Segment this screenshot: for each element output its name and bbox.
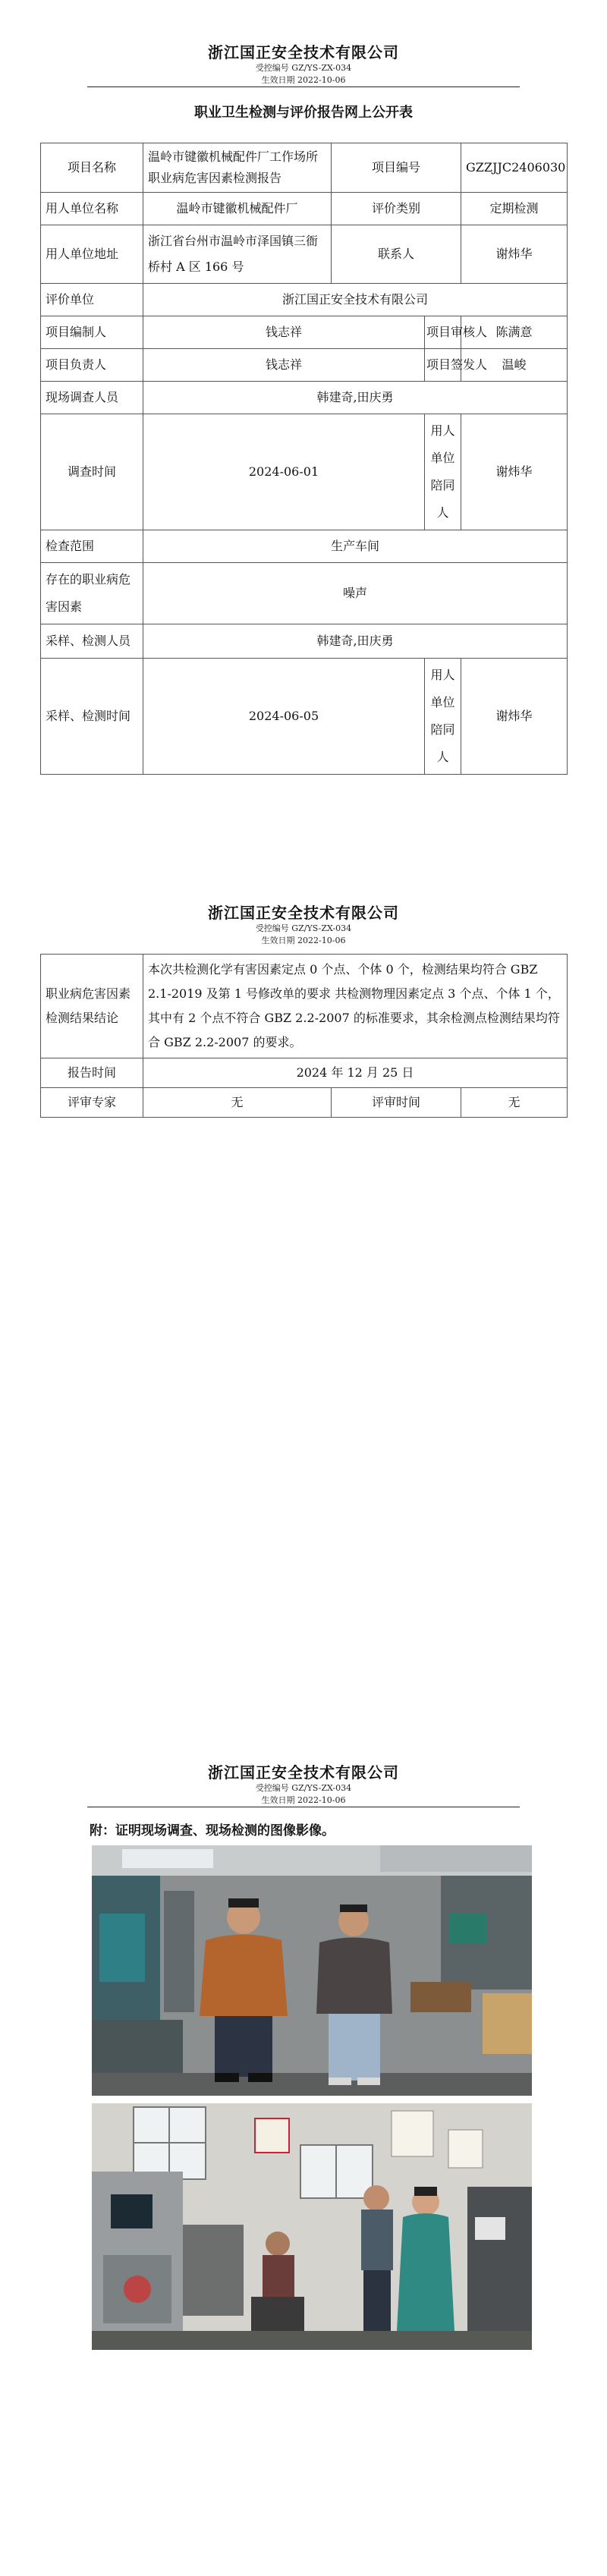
accompany-label: 用人单位陪同人 (425, 414, 461, 530)
conclusion-label: 职业病危害因素检测结果结论 (41, 955, 143, 1058)
effective-date: 生效日期 2022-10-06 (261, 1795, 346, 1805)
report-time-value: 2024 年 12 月 25 日 (143, 1058, 568, 1088)
leader-label: 项目负责人 (41, 349, 143, 382)
conclusion-value: 本次共检测化学有害因素定点 0 个点、个体 0 个，检测结果均符合 GBZ 2.1-2019 及第 1 号修改单的要求 共检测物理因素定点 3 个点、个体 1 个，其中有 2 个点不符合 GBZ 2.2-2007 的标准要求，其余检测点检测结果均符合 GBZ 2.2-2007 的要求。 (143, 955, 568, 1058)
project-name-value: 温岭市键徽机械配件厂工作场所职业病危害因素检测报告 (143, 143, 332, 193)
review-time-label: 评审时间 (332, 1088, 461, 1118)
header-rule (87, 86, 520, 87)
address-label: 用人单位地址 (41, 225, 143, 284)
issuer-value: 温峻 (461, 349, 568, 382)
investigators-label: 现场调查人员 (41, 382, 143, 414)
auditor-value: 陈满意 (461, 316, 568, 349)
sample-time-value: 2024-06-05 (143, 659, 425, 775)
table-row (41, 143, 568, 193)
page2-header (0, 903, 607, 947)
eval-unit-label: 评价单位 (41, 284, 143, 316)
survey-time-label: 调查时间 (41, 414, 143, 530)
investigators-value: 韩建奇,田庆勇 (143, 382, 568, 414)
samplers-value: 韩建奇,田庆勇 (143, 624, 568, 659)
project-no-label: 项目编号 (332, 143, 461, 193)
table-row (41, 1088, 568, 1118)
table-row (41, 414, 568, 530)
samplers-label: 采样、检测人员 (41, 624, 143, 659)
control-number: 受控编号 GZ/YS-ZX-034 (255, 1783, 352, 1793)
info-table (40, 143, 568, 775)
sample-time-label: 采样、检测时间 (41, 659, 143, 775)
company-name: 浙江国正安全技术有限公司 (208, 904, 399, 922)
expert-label: 评审专家 (41, 1088, 143, 1118)
page3-header (0, 1763, 607, 1807)
appendix-caption: 附：证明现场调查、现场检测的图像影像。 (90, 1823, 335, 1838)
table-row (41, 659, 568, 775)
site-survey-photo (92, 1845, 532, 2096)
auditor-label: 项目审核人 (425, 316, 461, 349)
site-testing-photo (92, 2103, 532, 2350)
eval-unit-value: 浙江国正安全技术有限公司 (143, 284, 568, 316)
employer-label: 用人单位名称 (41, 193, 143, 225)
contact-value: 谢炜华 (461, 225, 568, 284)
accompany-value: 谢炜华 (461, 414, 568, 530)
scope-value: 生产车间 (143, 530, 568, 563)
conclusion-table (40, 954, 568, 1118)
table-row (41, 1058, 568, 1088)
company-name: 浙江国正安全技术有限公司 (208, 1763, 399, 1782)
table-row (41, 193, 568, 225)
effective-date: 生效日期 2022-10-06 (261, 75, 346, 85)
table-row (41, 225, 568, 284)
table-row (41, 955, 568, 1058)
compiler-label: 项目编制人 (41, 316, 143, 349)
page1-header (0, 42, 607, 87)
leader-value: 钱志祥 (143, 349, 425, 382)
report-time-label: 报告时间 (41, 1058, 143, 1088)
survey-time-value: 2024-06-01 (143, 414, 425, 530)
table-row (41, 316, 568, 349)
table-row (41, 624, 568, 659)
company-name: 浙江国正安全技术有限公司 (208, 43, 399, 61)
eval-type-value: 定期检测 (461, 193, 568, 225)
expert-value: 无 (143, 1088, 332, 1118)
table-row (41, 530, 568, 563)
table-row (41, 349, 568, 382)
table-row (41, 284, 568, 316)
accompany2-label: 用人单位陪同人 (425, 659, 461, 775)
hazards-label: 存在的职业病危害因素 (41, 563, 143, 624)
control-number: 受控编号 GZ/YS-ZX-034 (255, 923, 352, 933)
compiler-value: 钱志祥 (143, 316, 425, 349)
table-row (41, 382, 568, 414)
employer-value: 温岭市键徽机械配件厂 (143, 193, 332, 225)
review-time-value: 无 (461, 1088, 568, 1118)
table-row (41, 563, 568, 624)
project-name-label: 项目名称 (41, 143, 143, 193)
issuer-label: 项目签发人 (425, 349, 461, 382)
eval-type-label: 评价类别 (332, 193, 461, 225)
control-number: 受控编号 GZ/YS-ZX-034 (255, 63, 352, 73)
address-value: 浙江省台州市温岭市泽国镇三衙桥村 A 区 166 号 (143, 225, 332, 284)
document-title: 职业卫生检测与评价报告网上公开表 (194, 105, 413, 121)
project-no-value: GZZJJC2406030 (461, 143, 568, 193)
hazards-value: 噪声 (143, 563, 568, 624)
accompany2-value: 谢炜华 (461, 659, 568, 775)
effective-date: 生效日期 2022-10-06 (261, 936, 346, 945)
contact-label: 联系人 (332, 225, 461, 284)
scope-label: 检查范围 (41, 530, 143, 563)
